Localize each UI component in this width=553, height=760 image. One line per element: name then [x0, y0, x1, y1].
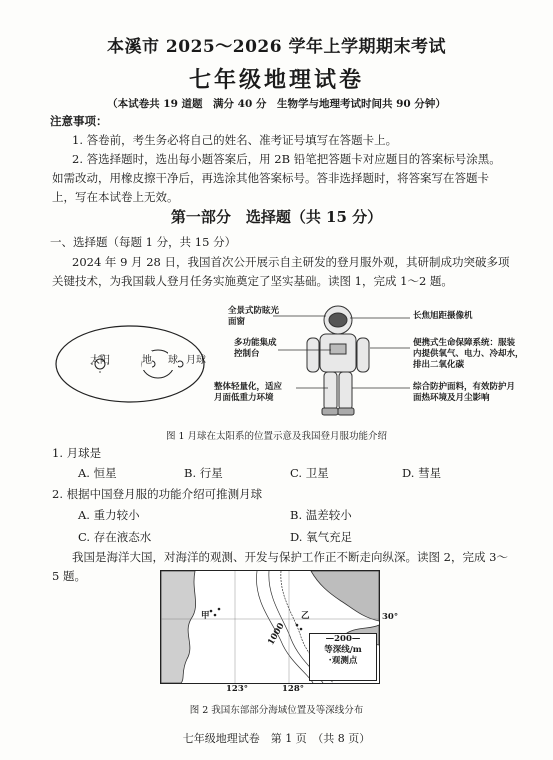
- moon-label: 月球: [186, 355, 206, 366]
- marker-yi: 乙: [301, 611, 310, 621]
- legend-contour-label: 等深线/m: [324, 645, 362, 655]
- legend-contour: —200—: [325, 634, 361, 644]
- callout-right: 长焦旭距摄像机: [413, 311, 473, 321]
- q1-option: B. 行星: [184, 466, 223, 480]
- lon-label: 128°: [282, 684, 304, 694]
- marker-jia: 甲: [201, 611, 210, 621]
- exam-title: 本溪市 2025～2026 学年上学期期末考试: [107, 37, 446, 57]
- notice-item: 如需改动，用橡皮擦干净后，再选涂其他答案标号。答非选择题时，将答案写在答题卡: [52, 171, 489, 185]
- lon-label: 123°: [226, 684, 248, 694]
- exam-info: （本试卷共 19 道题 满分 40 分 生物学与地理考试时间共 90 分钟）: [107, 98, 446, 110]
- lat-label: 30°: [382, 612, 399, 622]
- figure-2-map: [160, 570, 380, 684]
- q2-stem: 2. 根据中国登月服的功能介绍可推测月球: [52, 487, 263, 501]
- q2-option: C. 存在液态水: [78, 530, 152, 544]
- contour-label: 1000: [266, 621, 287, 648]
- callout-right: 便携式生命保障系统：服装 内提供氧气、电力、冷却水， 排出二氧化碳: [413, 338, 524, 370]
- moon-orbit-label: 球: [168, 351, 178, 370]
- q2-option: A. 重力较小: [78, 508, 140, 522]
- section-title: 第一部分 选择题（共 15 分）: [170, 208, 383, 226]
- callout-left: 全景式防眩光 面窗: [228, 306, 280, 327]
- callout-right: 综合防护面料，有效防护月 面热环境及月尘影响: [413, 382, 516, 403]
- notice-item: 2. 答选择题时，选出每小题答案后，用 2B 铅笔把答题卡对应题目的答案标号涂黑。: [72, 152, 501, 166]
- part2-intro: 我国是海洋大国，对海洋的观测、开发与保护工作正不断走向纵深。读图 2，完成 3～: [72, 550, 508, 564]
- map-legend: [309, 633, 377, 681]
- part1-heading: 一、选择题（每题 1 分，共 15 分）: [50, 235, 237, 249]
- part2-intro: 5 题。: [52, 569, 86, 583]
- figure-2-caption: 图 2 我国东部部分海域位置及等深线分布: [189, 705, 364, 716]
- q2-option: B. 温差较小: [290, 508, 352, 522]
- sun-label: 太阳: [90, 355, 110, 366]
- callout-left: 整体轻量化，适应 月面低重力环境: [214, 382, 283, 403]
- q2-option: D. 氧气充足: [290, 530, 353, 544]
- callout-left: 多功能集成 控制台: [234, 338, 277, 359]
- notice-item: 上，写在本试卷上无效。: [52, 190, 179, 204]
- q1-option: A. 恒星: [78, 466, 117, 480]
- part1-intro: 2024 年 9 月 28 日，我国首次公开展示自主研发的登月服外观，其研制成功突破多项: [72, 255, 510, 269]
- notice-item: 1. 答卷前，考生务必将自己的姓名、准考证号填写在答题卡上。: [72, 133, 398, 147]
- part1-intro: 关键技术，为我国载人登月任务实施奠定了坚实基础。读图 1，完成 1～2 题。: [52, 274, 453, 288]
- notice-heading: 注意事项：: [50, 114, 108, 128]
- paper-title: 七年级地理试卷: [188, 67, 364, 93]
- figure-1-caption: 图 1 月球在太阳系的位置示意及我国登月服功能介绍: [165, 431, 388, 442]
- q1-option: C. 卫星: [290, 466, 329, 480]
- q1-option: D. 彗星: [402, 466, 442, 480]
- legend-observation-point: ·观测点: [328, 656, 358, 666]
- q1-stem: 1. 月球是: [52, 446, 102, 460]
- earth-label: 地: [142, 351, 152, 370]
- figure-1: [48, 298, 524, 422]
- page-footer: 七年级地理试卷 第 1 页 （共 8 页）: [182, 732, 371, 745]
